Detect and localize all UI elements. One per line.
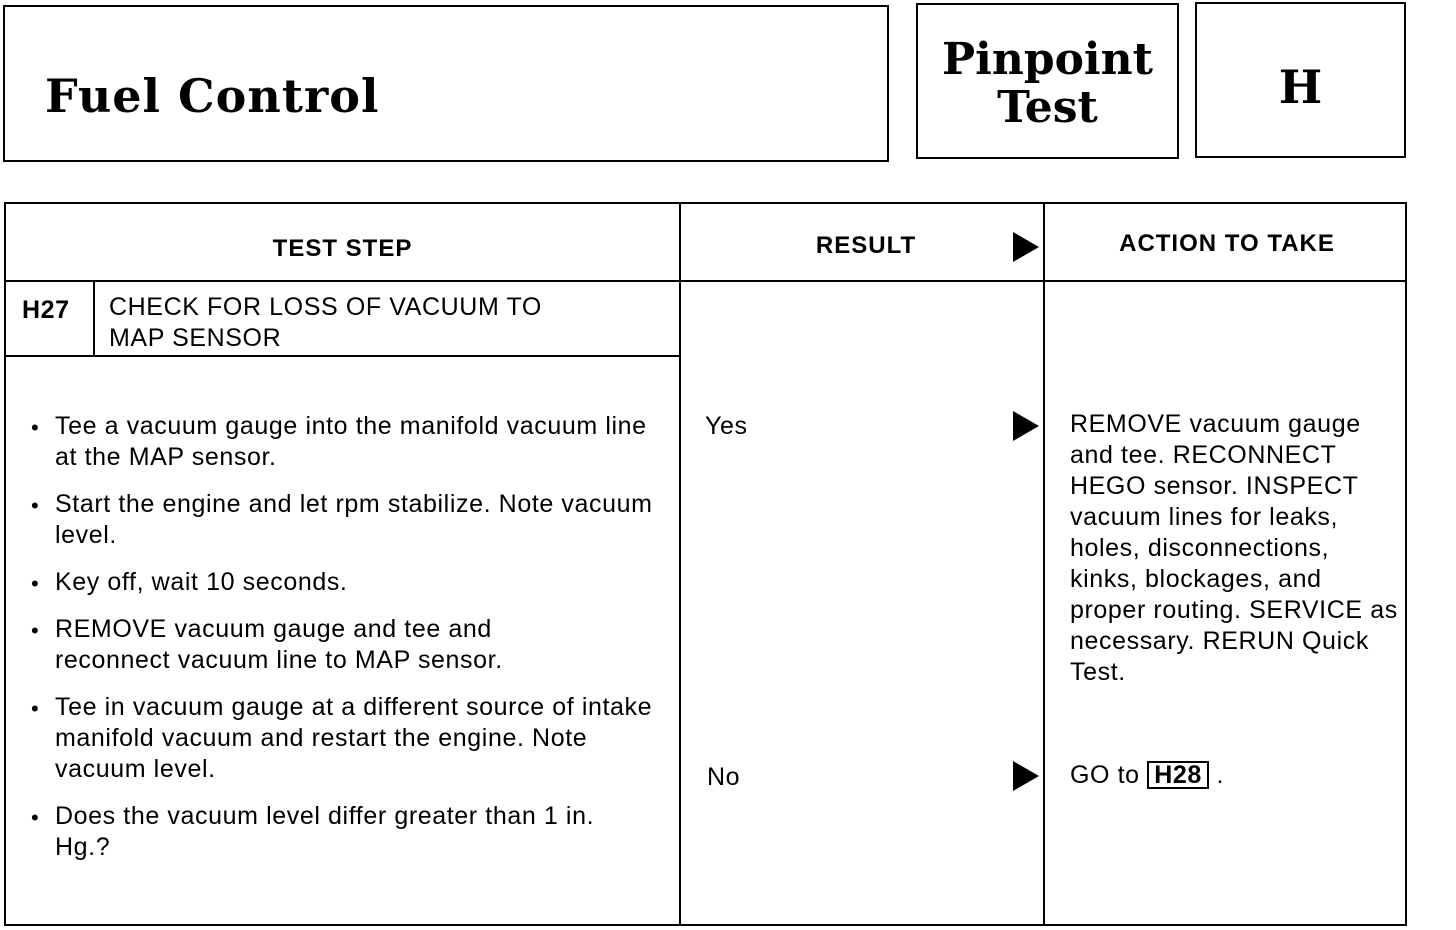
column-divider (1043, 204, 1045, 924)
pinpoint-line-2: Test (997, 82, 1098, 133)
step-title (109, 292, 542, 354)
action-no (1070, 760, 1224, 791)
test-letter-box (1195, 2, 1406, 158)
result-yes: Yes (705, 412, 748, 440)
list-item: • Tee in vacuum gauge at a different source of intake manifold vacuum and restart the engine. Note vacuum level. (30, 692, 670, 785)
test-letter: H (1278, 60, 1323, 114)
step-id-divider (93, 282, 95, 356)
list-item: • REMOVE vacuum gauge and tee and reconnect vacuum line to MAP sensor. (30, 614, 595, 676)
list-item: • Tee a vacuum gauge into the manifold vacuum line at the MAP sensor. (30, 411, 670, 473)
header-result: RESULT (815, 232, 917, 259)
list-item: • Key off, wait 10 seconds. (30, 567, 670, 598)
page-title: Fuel Control (45, 69, 380, 123)
step-instructions (30, 411, 670, 879)
header-test-step: TEST STEP (272, 235, 413, 262)
arrow-right-icon (1013, 232, 1039, 262)
step-title-divider (6, 355, 681, 357)
list-item: • Start the engine and let rpm stabilize. Note vacuum level. (30, 489, 655, 551)
arrow-right-icon (1013, 411, 1039, 441)
title-box (3, 5, 889, 162)
header-action: ACTION TO TAKE (1119, 230, 1335, 257)
step-id: H27 (22, 296, 70, 324)
result-no: No (707, 763, 741, 791)
pinpoint-test-box (916, 3, 1179, 159)
action-no-prefix: GO to (1070, 761, 1140, 789)
arrow-right-icon (1013, 761, 1039, 791)
test-table (4, 202, 1407, 926)
column-divider (679, 204, 681, 924)
step-reference-h28[interactable]: H28 (1147, 761, 1209, 789)
action-yes: REMOVE vacuum gauge and tee. RECONNECT HEGO sensor. INSPECT vacuum lines for leaks, holes, disconnections, kinks, blockages, and proper routing. SERVICE as necessary. RERUN Quick Test. (1070, 410, 1398, 686)
header-divider (6, 280, 1405, 282)
step-title-line-2: MAP SENSOR (109, 324, 282, 352)
pinpoint-line-1: Pinpoint (942, 34, 1153, 85)
pinpoint-test-label (918, 36, 1177, 132)
list-item: • Does the vacuum level differ greater than 1 in. Hg.? (30, 801, 655, 863)
step-title-line-1: CHECK FOR LOSS OF VACUUM TO (109, 293, 542, 321)
action-no-suffix: . (1216, 761, 1224, 789)
